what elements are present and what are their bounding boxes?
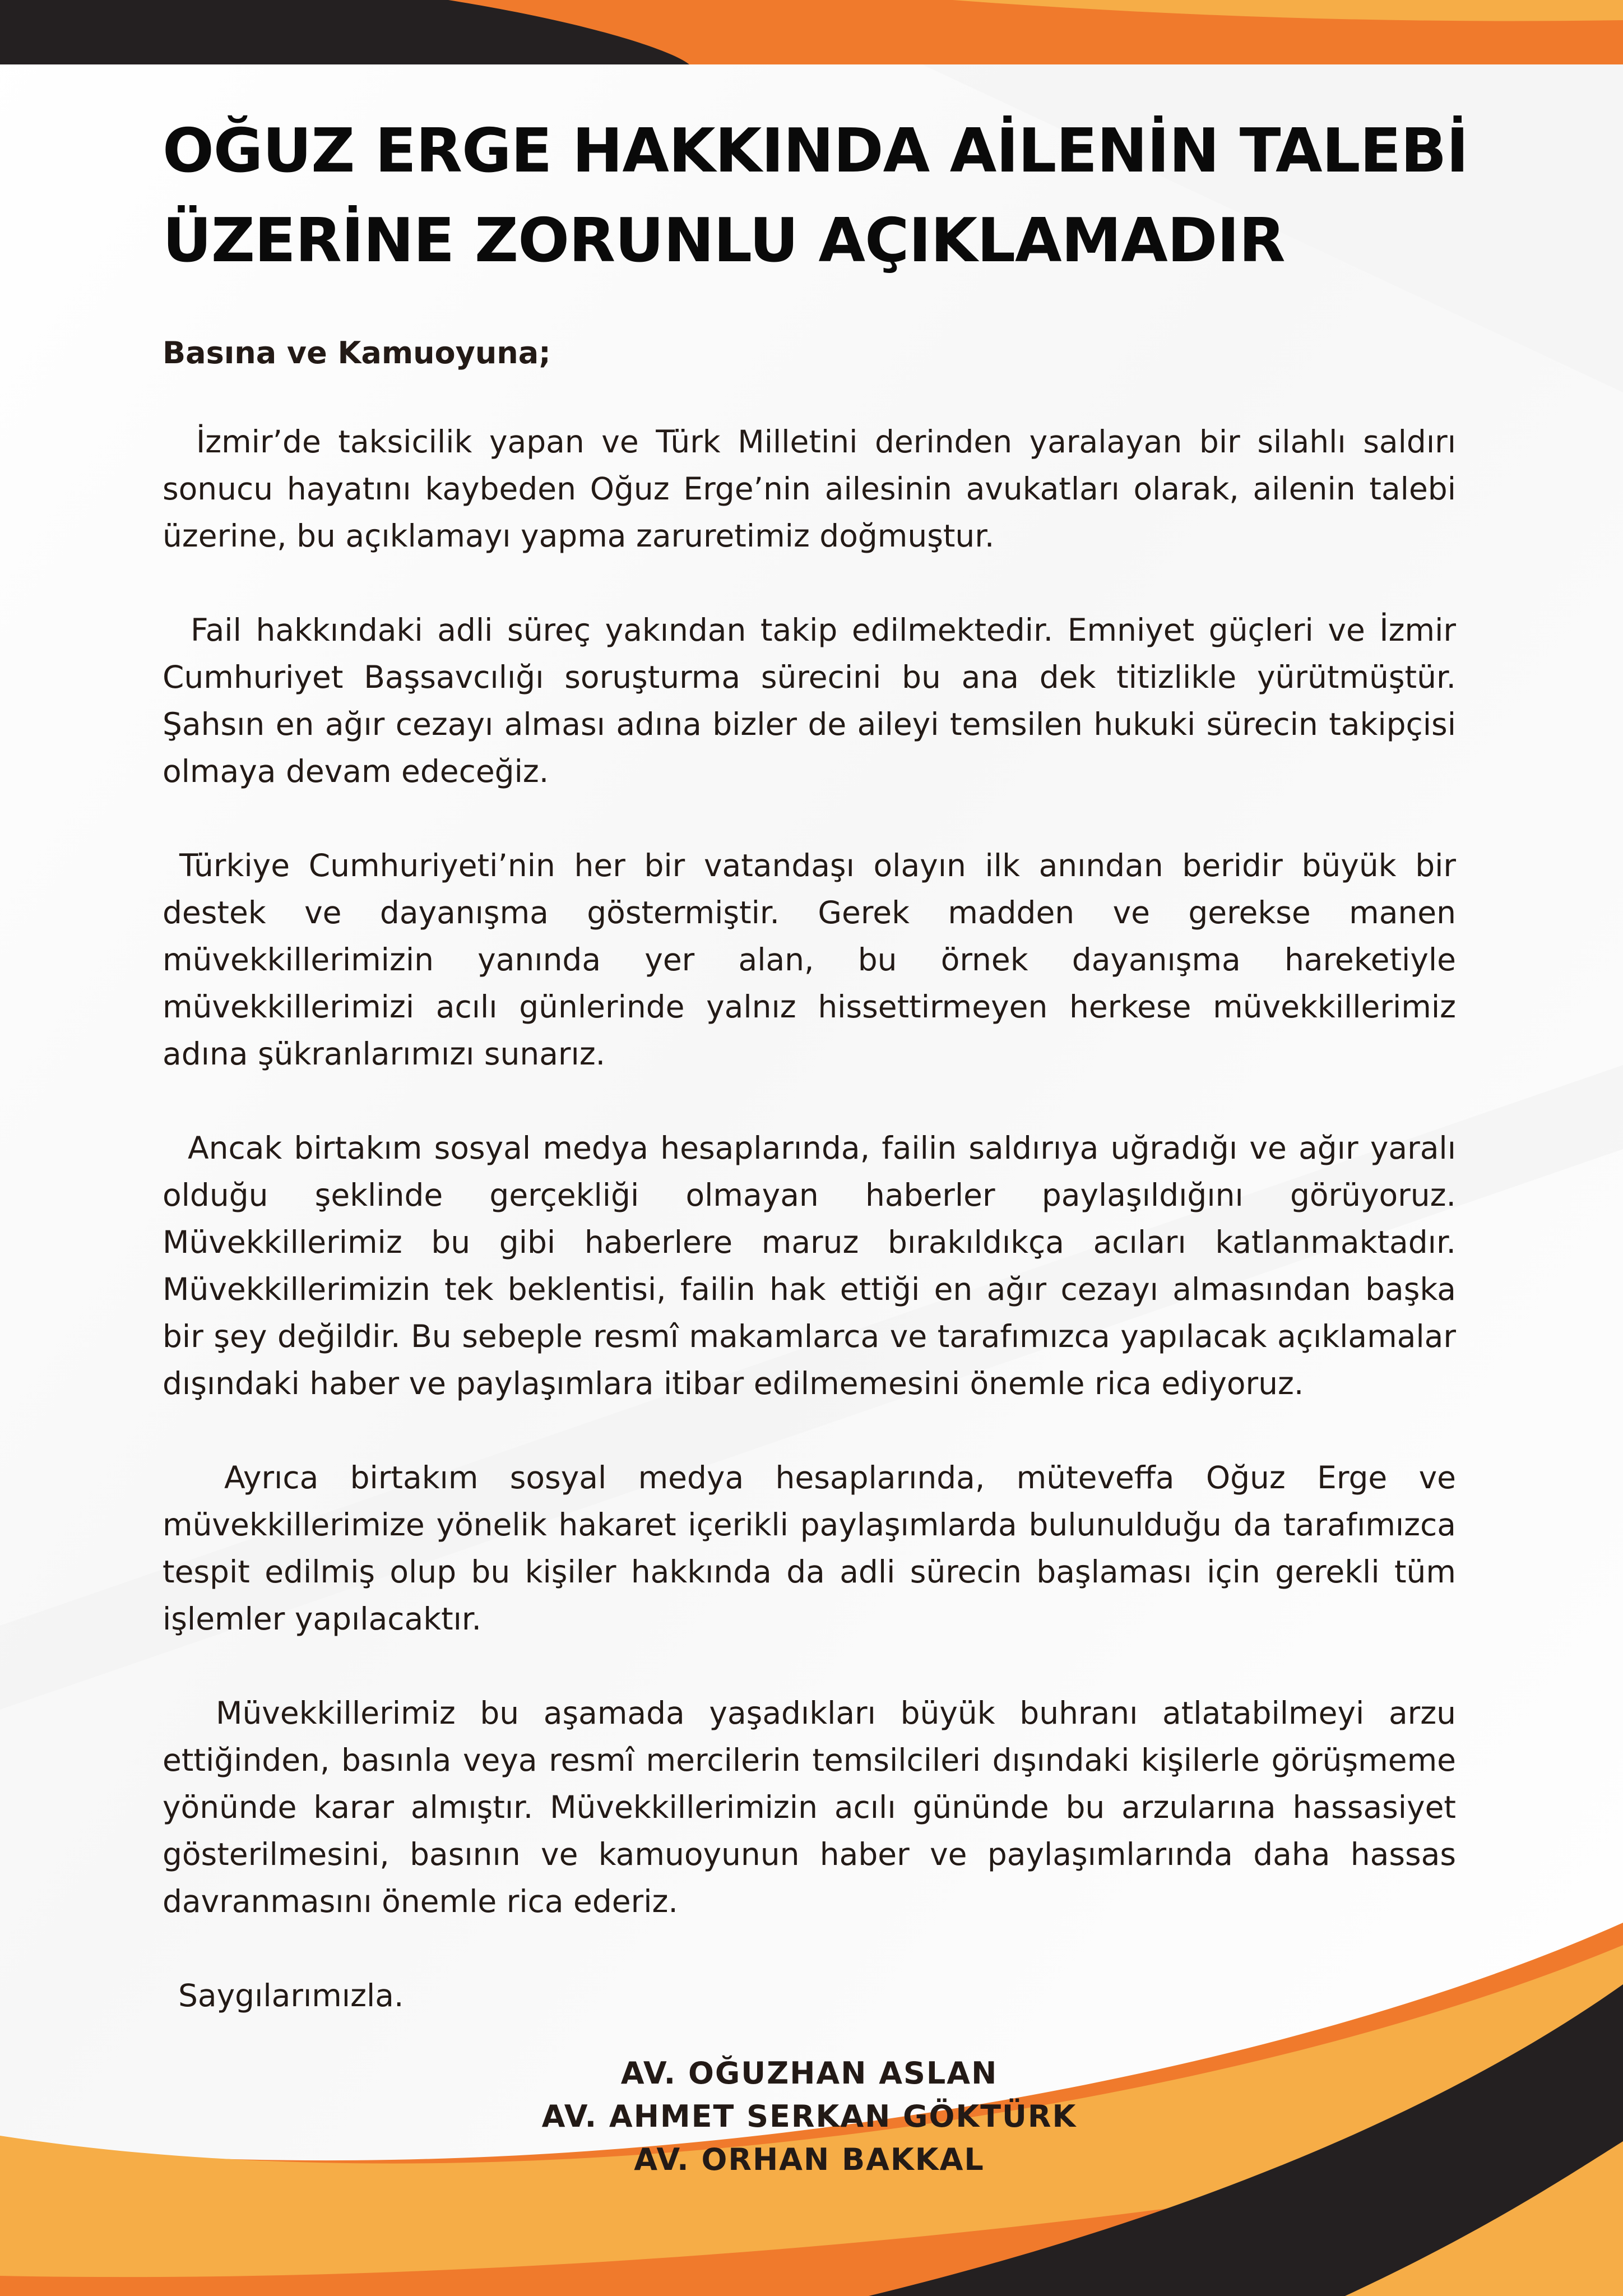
title-line: OĞUZ ERGE HAKKINDA AİLENİN TALEBİ bbox=[163, 116, 1468, 186]
greeting: Basına ve Kamuoyuna; bbox=[163, 335, 551, 371]
signature-name: AV. AHMET SERKAN GÖKTÜRK bbox=[541, 2099, 1077, 2134]
paragraph: İzmir’de taksicilik yapan ve Türk Milletini derinden yaralayan bir silahlı saldırı sonucu hayatını kaybeden Oğuz Erge’nin ailesinin avukatları olarak, ailenin talebi üzerine, bu açıklamayı yapma zaruretimiz doğmuştur. bbox=[163, 424, 1456, 554]
paragraph: Ayrıca birtakım sosyal medya hesaplarında, müteveffa Oğuz Erge ve müvekkillerimize yönelik hakaret içerikli paylaşımlarda bulunulduğu da tarafımızca tespit edilmiş olup bu kişiler hakkında da adli sürecin başlaması için gerekli tüm işlemler yapılacaktır. bbox=[163, 1460, 1456, 1637]
document-title bbox=[163, 107, 1468, 286]
title-line: ÜZERİNE ZORUNLU AÇIKLAMADIR bbox=[163, 206, 1285, 276]
paragraph: Fail hakkındaki adli süreç yakından takip edilmektedir. Emniyet güçleri ve İzmir Cumhuriyet Başsavcılığı soruşturma sürecini bu ana dek titizlikle yürütmüştür. Şahsın en ağır cezayı alması adına bizler de aileyi temsilen hukuki sürecin takipçisi olmaya devam edeceğiz. bbox=[163, 612, 1456, 789]
signature-name: AV. OĞUZHAN ASLAN bbox=[620, 2056, 998, 2091]
paragraph: Müvekkillerimiz bu aşamada yaşadıkları büyük buhranı atlatabilmeyi arzu ettiğinden, basınla veya resmî mercilerin temsilcileri dışındaki kişilerle görüşmeme yönünde karar almıştır. Müvekkillerimizin acılı gününde bu arzularına hassasiyet gösterilmesini, basının ve kamuoyunun haber ve paylaşımlarında daha hassas davranmasını önemle rica ederiz. bbox=[163, 1695, 1456, 1919]
paragraph: Ancak birtakım sosyal medya hesaplarında, failin saldırıya uğradığı ve ağır yaralı olduğu şeklinde gerçekliği olmayan haberler paylaşıldığını görüyoruz. Müvekkillerimiz bu gibi haberlere maruz bırakıldıkça acıları katlanmaktadır. Müvekkillerimizin tek beklentisi, failin hak ettiği en ağır cezayı almasından başka bir şey değildir. Bu sebeple resmî makamlarca ve tarafımızca yapılacak açıklamalar dışındaki haber ve paylaşımlara itibar edilmemesini önemle rica ediyoruz. bbox=[163, 1130, 1456, 1401]
closing: Saygılarımızla. bbox=[178, 1978, 404, 2013]
signature-block bbox=[163, 2052, 1456, 2181]
document-body bbox=[163, 107, 1468, 2181]
signature-name: AV. ORHAN BAKKAL bbox=[634, 2142, 985, 2177]
paragraph: Türkiye Cumhuriyeti’nin her bir vatandaşı olayın ilk anından beridir büyük bir destek ve dayanışma göstermiştir. Gerek madden ve gerekse manen müvekkillerimizin yanında yer alan, bu örnek dayanışma hareketiyle müvekkillerimizi acılı günlerinde yalnız hissettirmeyen herkese müvekkillerimiz adına şükranlarımızı sunarız. bbox=[163, 848, 1456, 1072]
top-decoration bbox=[0, 0, 1623, 64]
